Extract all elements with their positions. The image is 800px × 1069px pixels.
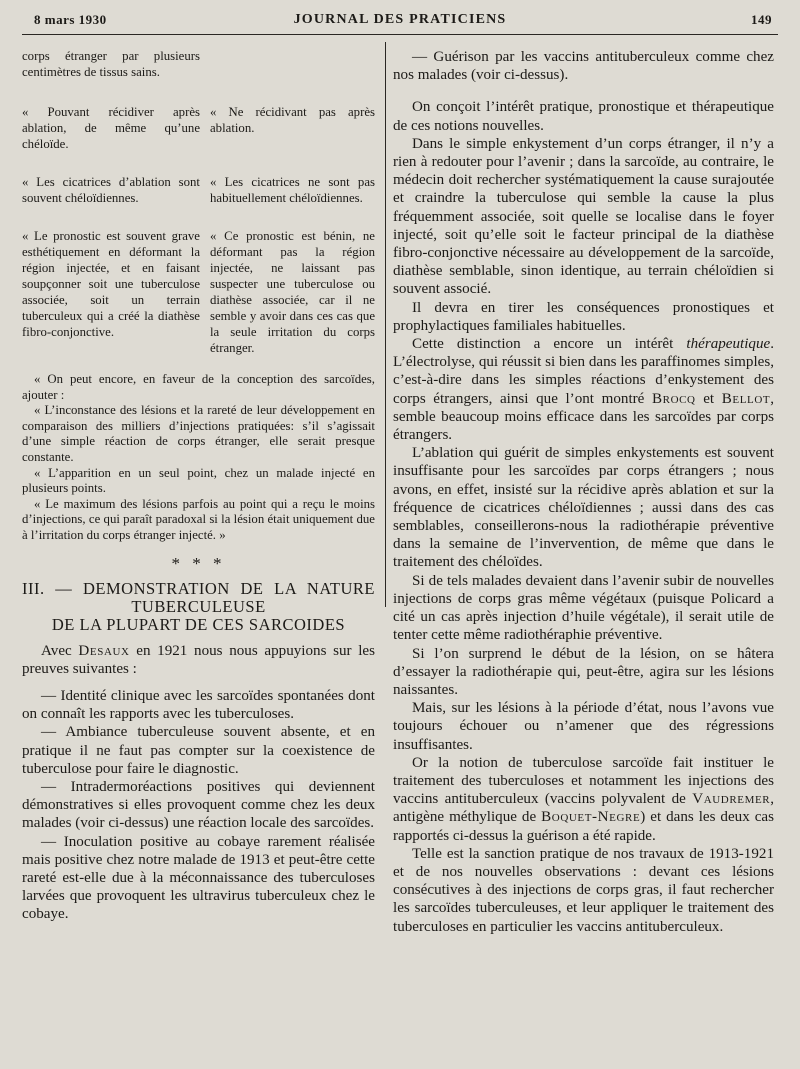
quoted-arguments xyxy=(22,372,375,544)
evidence-item: — Guérison par les vaccins antituberculeux comme chez nos malades (voir ci-dessus). xyxy=(393,49,774,84)
body-paragraph: Si de tels malades devaient dans l’avenir subir de nouvelles injections de corps gras même végétaux (puisque Policard a cité un cas après injection d’huile végétale), il serait utile de tenter cette même radiothéraphie préventive. xyxy=(393,572,774,644)
body-paragraph: On conçoit l’intérêt pratique, pronostique et thérapeutique de ces notions nouvelles. xyxy=(393,99,774,134)
text-run: ) et dans les deux cas rapportés ci-dessus la guérison a été rapide. xyxy=(393,809,774,844)
body-paragraph: Si l’on surprend le début de la lésion, on se hâtera d’essayer la radiothérapie qui, peut-être, agira sur les lésions naissantes. xyxy=(393,645,774,698)
comparison-left-cell: « Les cicatrices d’ablation sont souvent chéloïdiennes. xyxy=(22,175,200,205)
journal-title: JOURNAL DES PRATICIENS xyxy=(293,12,507,27)
section-asterism: * * * xyxy=(171,553,226,573)
running-header xyxy=(0,12,800,34)
quote-paragraph: « L’inconstance des lésions et la rareté de leur développement en comparaison des milliers d’injections pratiquées: s’il s’agissait d’une simple réaction de corps étranger, elle serait presque constante. xyxy=(22,403,375,464)
comparison-left-cell: « Pouvant récidiver après ablation, de même qu’une chéloïde. xyxy=(22,105,200,151)
text-run: . L’électrolyse, qui réussit si bien dans les paraffinomes simples, c’est-à-dire dans les simples réactions d’enkystement des corps étrangers, ainsi que l’ont montré xyxy=(393,336,774,407)
column-divider xyxy=(385,42,386,607)
quote-paragraph: « Le maximum des lésions parfois au point qui a reçu le moins d’injections, ce qui paraît paradoxal si la lésion était uniquement due à l’irritation du corps étranger injecté. » xyxy=(22,496,375,542)
author-name: Desaux xyxy=(78,642,130,659)
section-heading-line: III. — DEMONSTRATION DE LA NATURE xyxy=(22,578,375,598)
text-run: Or la notion de tuberculose sarcoïde fait instituer le traitement des tuberculoses et notamment les injections des vaccins antituberculeux (vaccins polyvalent de xyxy=(393,754,774,808)
text-run: en 1921 nous nous appuyions sur les preuves suivantes : xyxy=(22,642,376,677)
author-name: Vaudremer xyxy=(692,791,771,808)
evidence-item: — Intradermoréactions positives qui deviennent démonstratives si elles provoquent comme chez les deux malades (voir ci-dessus) une réaction locale des sarcoïdes. xyxy=(22,778,375,832)
intro-text: corps étranger par plusieurs centimètres de tissus sains. xyxy=(22,49,200,79)
header-rule xyxy=(22,34,778,35)
body-paragraph xyxy=(393,754,774,845)
section-heading xyxy=(22,580,375,634)
text-run: Cette distinction a encore un intérêt xyxy=(412,336,687,353)
section-heading-line: TUBERCULEUSE xyxy=(131,596,266,616)
body-paragraph: Telle est la sanction pratique de nos travaux de 1913-1921 et de nos nouvelles observations : devant ces lésions consécutives à des injections de corps gras, il faut rechercher les sarcoïdes tuberculeuses, et leur appliquer le traitement des tuberculoses en particulier les vaccins antituberculeux. xyxy=(393,845,774,935)
text-run: Avec xyxy=(41,642,79,659)
section-body xyxy=(22,642,375,924)
comparison-left-cell: « Le pronostic est souvent grave esthétiquement en déformant la région injectée, et en faisant soupçonner soit une tuberculose associée, soit un terrain tuberculeux qui a créé la diathèse fibro-conjonctive. xyxy=(22,229,200,339)
body-paragraph: Dans le simple enkystement d’un corps étranger, il n’y a rien à redouter pour l’avenir ; dans la sarcoïde, au contraire, le médecin doit rechercher systématiquement la cause surajoutée et craindre la tuberculose qui semble la cause la plus fréquemment associée, soit quelle se localise dans le foyer injecté, soit qu’elle soit le facteur principal de la diathèse fibro-conjonctive nécessaire au développement de la sarcoïde, diathèse semblable, sinon identique, au terrain chéloïdien si souvent associé. xyxy=(393,135,774,298)
body-paragraph: L’ablation qui guérit de simples enkystements est souvent insuffisante pour les sarcoïdes par corps étrangers ; nous avons, en effet, insisté sur la récidive après ablation et sur la fréquence de cicatrices chéloïdiennes ; aussi dans des cas semblables, conseillerons-nous la radiothérapie préventive dans la semaine de l’invervention, de même que dans le traitement des chéloïdes. xyxy=(393,445,774,571)
comparison-row xyxy=(22,174,375,228)
comparison-row xyxy=(22,104,375,174)
evidence-item: — Inoculation positive au cobaye rarement réalisée mais positive chez notre malade de 1913 et peut-être cette rareté est-elle due à la méconnaissance des tuberculoses larvées que provoquent les ultravirus tuberculeux chez le cobaye. xyxy=(22,833,375,923)
comparison-row xyxy=(22,228,375,378)
quote-paragraph: « L’apparition en un seul point, chez un malade injecté en plusieurs points. xyxy=(22,465,375,496)
comparison-right-cell: « Ne récidivant pas après ablation. xyxy=(210,105,375,135)
evidence-item: — Identité clinique avec les sarcoïdes spontanées dont on connaît les rapports avec les tuberculoses. xyxy=(22,687,375,723)
body-paragraph xyxy=(393,335,774,444)
issue-date: 8 mars 1930 xyxy=(34,12,107,27)
left-column xyxy=(22,48,375,924)
text-run: et xyxy=(695,390,722,407)
quote-paragraph: « On peut encore, en faveur de la conception des sarcoïdes, ajouter : xyxy=(22,372,375,402)
body-paragraph: Mais, sur les lésions à la période d’état, nous l’avons vue toujours échouer ou n’amener que des régressions insuffisantes. xyxy=(393,700,774,753)
page-number: 149 xyxy=(751,12,772,27)
body-paragraph: Il devra en tirer les conséquences pronostiques et prophylactiques familiales habituelles. xyxy=(393,299,774,334)
text-run: , antigène méthylique de xyxy=(393,791,774,826)
emphasis: thérapeutique xyxy=(686,336,771,353)
section-heading-line: DE LA PLUPART DE CES SARCOIDES xyxy=(51,614,346,634)
text-run: , semble beaucoup moins efficace dans les sarcoïdes par corps étrangers. xyxy=(393,390,774,444)
author-name: Brocq xyxy=(651,390,696,407)
body-paragraph xyxy=(22,642,375,678)
evidence-item: — Ambiance tuberculeuse souvent absente, et en pratique il ne faut pas compter sur la coexistence de tuberculose pour faire le diagnostic. xyxy=(22,724,375,777)
right-column xyxy=(393,48,774,936)
comparison-right-cell: « Les cicatrices ne sont pas habituellement chéloïdiennes. xyxy=(210,175,375,205)
author-name: Boquet-Negre xyxy=(541,809,641,826)
comparison-table xyxy=(22,48,375,378)
comparison-right-cell: « Ce pronostic est bénin, ne déformant pas la région injectée, ne laissant pas suspecter une tuberculose ou diathèse associée, car il ne semble y avoir dans ces cas que la seule irritation du corps étranger. xyxy=(210,229,375,355)
author-name: Bellot xyxy=(721,390,771,407)
